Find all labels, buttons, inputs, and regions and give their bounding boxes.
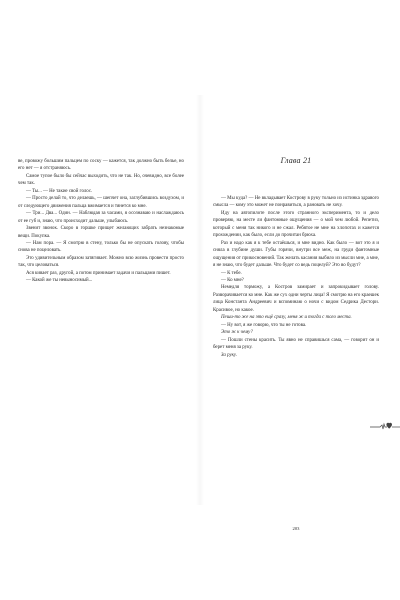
- paragraph-italic: Пеши-то же на это ещё сразу, меня ж и тогда с того места.: [221, 315, 352, 321]
- paragraph-italic: За руку.: [221, 352, 238, 358]
- paragraph: ве, провожу большим пальцем по соску — кажется, так должно быть белье, но его нет — я отстраняюсь.: [18, 159, 184, 172]
- paragraph: Самое тупое было бы сейчас выходить, что не так. Но, очевидно, все более чем так.: [18, 173, 184, 187]
- heart-icon: [370, 420, 400, 434]
- paragraph: — Мы куда? — Не вкладывает Кострову в руку тольно из истинка здравого смысла — кому это может не понравиться, а рановать не хочу.: [213, 196, 379, 209]
- paragraph: — Три... Два... Один. — Наблюдая за часами, я осознаваю и наслаждаюсь от ее губ и, знаю, что происходит дальше, улыбаюсь.: [18, 211, 184, 224]
- paragraph: Раз и надо как я к тебе остаёшься, и мне видно. Как было — вот это я и сняла в глубине души. Губы горячи, внутри все меж, на груди фантомные ощущения от прикосновений. Так желать касания выбило из мысли мне, а мне, я не знаю, что будет дальше. Что будет со ведь поцелуй? Это во будут?: [213, 240, 379, 269]
- paragraph: — Ну вот, я же говорю, что ты не готова.: [221, 322, 307, 328]
- paragraph: Иду на автопилоте после этого странного эксперимента, то и дело проверяю, на месте ли фантомные ощущения — о мой чем любой. Репетиз, который с меня так никого и не сжал. Ребятое не мне на хлопотах и кажется прохождении, как было, если до прочитан брюха.: [213, 210, 379, 239]
- paragraph: — Какой же ты невыносимый...: [26, 278, 93, 284]
- paragraph: — К тебе.: [221, 270, 242, 276]
- chapter-title: Глава 21: [280, 156, 312, 165]
- paragraph: — Ко мне?: [221, 277, 244, 283]
- paragraph: — Ты... — Не такие свой голос.: [26, 188, 93, 194]
- paragraph: Ася кивает раз, другой, а потом принимает задачи и пальцами пишет.: [26, 270, 171, 276]
- left-page-text: [18, 158, 184, 285]
- paragraph-italic: Это ж к чему?: [221, 330, 253, 336]
- right-page: [200, 0, 400, 600]
- paragraph: — Нам пора. — Я смотрю в стену, только бы не опускать голову, чтобы снова не поцеловать.: [18, 240, 184, 254]
- paragraph: — Просто делай то, что делаешь, — шепчет она, заглубившись воздухом, и от следующего движения пальца вжимается и тянется ко мне.: [18, 196, 184, 209]
- paragraph: — Пошли стены красить. Ты явно не справишься сама, — говорит он и берет меня за руку.: [213, 337, 379, 351]
- paragraph: Это удивительным образом затягивает. Можно всю жизнь провести просто так, что целоваться.: [18, 255, 184, 269]
- paragraph: Немедля торможу, а Костров замирает и запрокидывает голову. Разворачивается ко мне. Как же сух одни черты лица! Я смотрю на его краешек лица Константа Андреевич и вспоминаю о ночи с видом Седрика Дестори. Красивое, но какое.: [213, 285, 379, 313]
- paragraph: Звенит звонок. Скоро в горшке прищет желающих забрать незнакомые вещи. Покупка.: [18, 226, 184, 239]
- page-number: 203: [292, 526, 300, 531]
- right-page-text: [213, 195, 379, 359]
